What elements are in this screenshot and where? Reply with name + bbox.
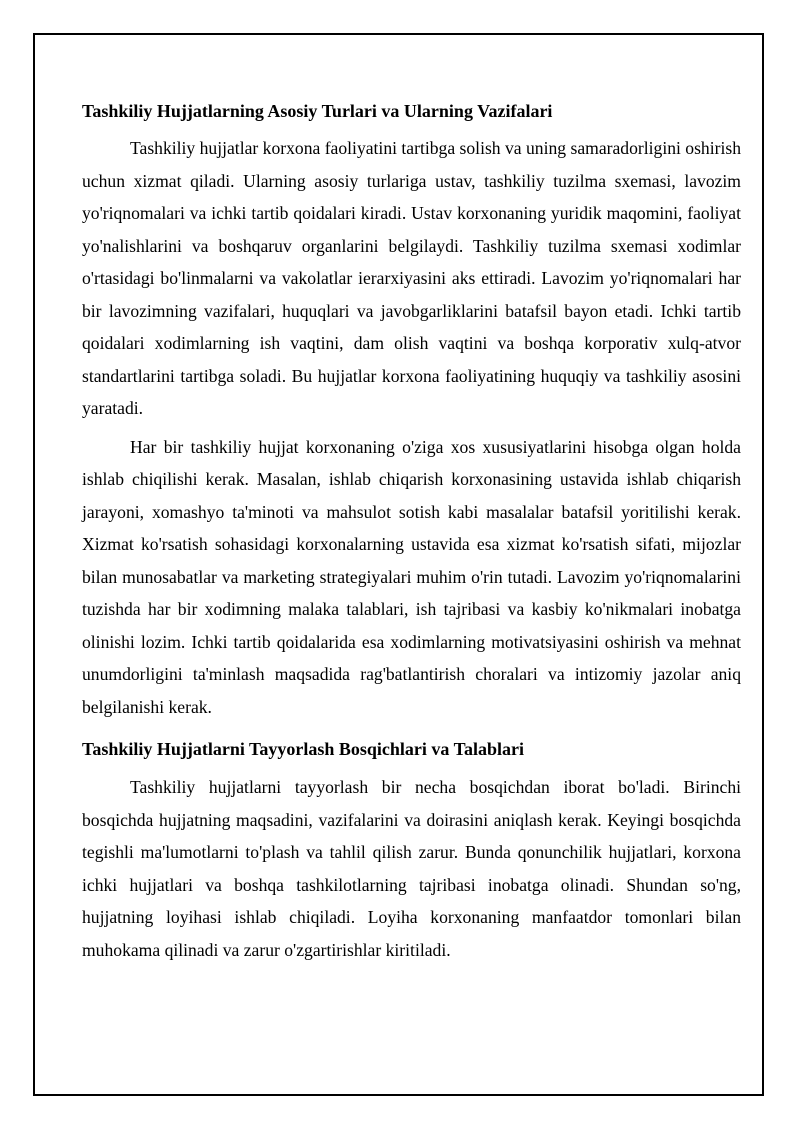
section-heading-preparation: Tashkiliy Hujjatlarni Tayyorlash Bosqichlari va Talablari (82, 739, 524, 759)
section-heading-types: Tashkiliy Hujjatlarning Asosiy Turlari va Ularning Vazifalari (82, 101, 553, 121)
paragraph-types-overview: Tashkiliy hujjatlar korxona faoliyatini tartibga solish va uning samaradorligini oshirish uchun xizmat qiladi. Ularning asosiy turlariga ustav, tashkiliy tuzilma sxemasi, lavozim yo'riqnomalari va ichki tartib qoidalari kiradi. Ustav korxonaning yuridik maqomini, faoliyat yo'nalishlarini va boshqaruv organlarini belgilaydi. Tashkiliy tuzilma sxemasi xodimlar o'rtasidagi bo'linmalarni va vakolatlar ierarxiyasini aks ettiradi. Lavozim yo'riqnomalari har bir lavozimning vazifalari, huquqlari va javobgarliklarini batafsil bayon etadi. Ichki tartib qoidalari xodimlarning ish vaqtini, dam olish vaqtini va boshqa korporativ xulq-atvor standartlarini tartibga soladi. Bu hujjatlar korxona faoliyatining huquqiy va tashkiliy asosini yaratadi. (82, 138, 742, 418)
paragraph-preparation-stages: Tashkiliy hujjatlarni tayyorlash bir necha bosqichdan iborat bo'ladi. Birinchi bosqichda hujjatning maqsadini, vazifalarini va doirasini aniqlash kerak. Keyingi bosqichda tegishli ma'lumotlarni to'plash va tahlil qilish zarur. Bunda qonunchilik hujjatlari, korxona ichki hujjatlari va boshqa tashkilotlarning tajribasi inobatga olinadi. Shundan so'ng, hujjatning loyihasi ishlab chiqiladi. Loyiha korxonaning manfaatdor tomonlari bilan muhokama qilinadi va zarur o'zgartirishlar kiritiladi. (82, 777, 741, 960)
paragraph-types-specifics: Har bir tashkiliy hujjat korxonaning o'ziga xos xususiyatlarini hisobga olgan holda ishlab chiqilishi kerak. Masalan, ishlab chiqarish korxonasining ustavida ishlab chiqarish jarayoni, xomashyo ta'minoti va mahsulot sotish kabi masalalar batafsil yoritilishi kerak. Xizmat ko'rsatish sohasidagi korxonalarning ustavida esa xizmat ko'rsatish sifati, mijozlar bilan munosabatlar va marketing strategiyalari muhim o'rin tutadi. Lavozim yo'riqnomalarini tuzishda har bir xodimning malaka talablari, ish tajribasi va kasbiy ko'nikmalari inobatga olinishi lozim. Ichki tartib qoidalarida esa xodimlarning motivatsiyasini oshirish va mehnat unumdorligini ta'minlash maqsadida rag'batlantirish choralari va intizomiy jazolar aniq belgilanishi kerak. (82, 436, 741, 717)
document-body (82, 95, 741, 972)
